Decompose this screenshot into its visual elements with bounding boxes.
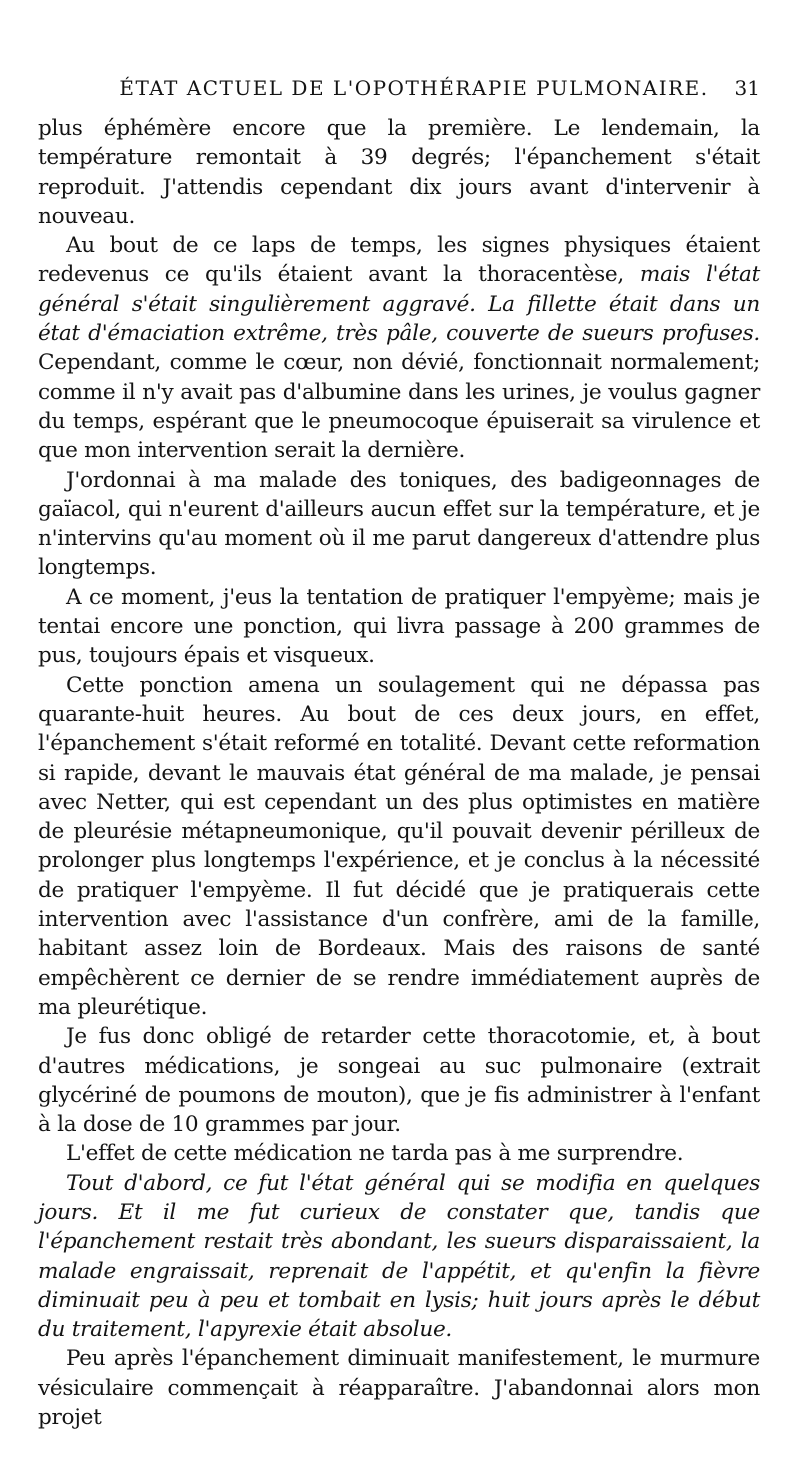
- running-header: [38, 76, 760, 110]
- paragraph-5: Cette ponction amena un soulagement qui ne dépassa pas quarante-huit heures. Au bout de ces deux jours, en effet, l'épanchement s'était reformé en totalité. Devant cette reformation si rapide, devant le mauvais état général de ma malade, je pensai avec Netter, qui est cependant un des plus optimistes en matière de pleurésie métapneumonique, qu'il pouvait devenir périlleux de prolonger plus longtemps l'expérience, et je conclus à la nécessité de pratiquer l'empyème. Il fut décidé que je pratiquerais cette intervention avec l'assistance d'un confrère, ami de la famille, habitant assez loin de Bordeaux. Mais des raisons de santé empêchèrent ce dernier de se rendre immédiatement auprès de ma pleurétique.: [38, 672, 760, 1020]
- page-number: 31: [734, 76, 760, 100]
- paragraph-6: Je fus donc obligé de retarder cette thoracotomie, et, à bout d'autres médications, je songeai au suc pulmonaire (extrait glycériné de poumons de mouton), que je fis administrer à l'enfant à la dose de 10 grammes par jour.: [38, 1024, 760, 1138]
- paragraph-3: J'ordonnai à ma malade des toniques, des badigeonnages de gaïacol, qui n'eurent d'ailleurs aucun effet sur la température, et je n'intervins qu'au moment où il me parut dangereux d'attendre plus longtemps.: [38, 467, 760, 581]
- paragraph-2: [38, 231, 760, 465]
- paragraph-2-text-a: Au bout de ce laps de temps, les signes physiques étaient redevenus ce qu'ils étaient avant la thoracentèse,: [38, 233, 760, 288]
- page-body: [38, 114, 760, 1432]
- running-title: ÉTAT ACTUEL DE L'OPOTHÉRAPIE PULMONAIRE.: [119, 76, 709, 100]
- paragraph-9: Peu après l'épanchement diminuait manifestement, le murmure vésiculaire commençait à réapparaître. J'abandonnai alors mon projet: [38, 1346, 760, 1431]
- paragraph-7: L'effet de cette médication ne tarda pas à me surprendre.: [66, 1141, 684, 1167]
- paragraph-2-italic: mais l'état général s'était singulièrement aggravé. La fillette était dans un état d'émaciation extrême, très pâle, couverte de sueurs profuses.: [38, 262, 760, 347]
- paragraph-2-text-c: Cependant, comme le cœur, non dévié, fonctionnait normalement; comme il n'y avait pas d'albumine dans les urines, je voulus gagner du temps, espérant que le pneumocoque épuiserait sa virulence et que mon intervention serait la dernière.: [38, 350, 760, 464]
- paragraph-8-italic: Tout d'abord, ce fut l'état général qui se modifia en quelques jours. Et il me fut curieux de constater que, tandis que l'épanchement restait très abondant, les sueurs disparaissaient, la malade engraissait, reprenait de l'appétit, et qu'enfin la fièvre diminuait peu à peu et tombait en lysis; huit jours après le début du traitement, l'apyrexie était absolue.: [38, 1170, 760, 1343]
- paragraph-8: [38, 1169, 760, 1345]
- paragraph-1: plus éphémère encore que la première. Le lendemain, la température remontait à 39 degrés; l'épanchement s'était reproduit. J'attendis cependant dix jours avant d'intervenir à nouveau.: [38, 116, 760, 229]
- paragraph-4: A ce moment, j'eus la tentation de pratiquer l'empyème; mais je tentai encore une ponction, qui livra passage à 200 grammes de pus, toujours épais et visqueux.: [38, 584, 760, 669]
